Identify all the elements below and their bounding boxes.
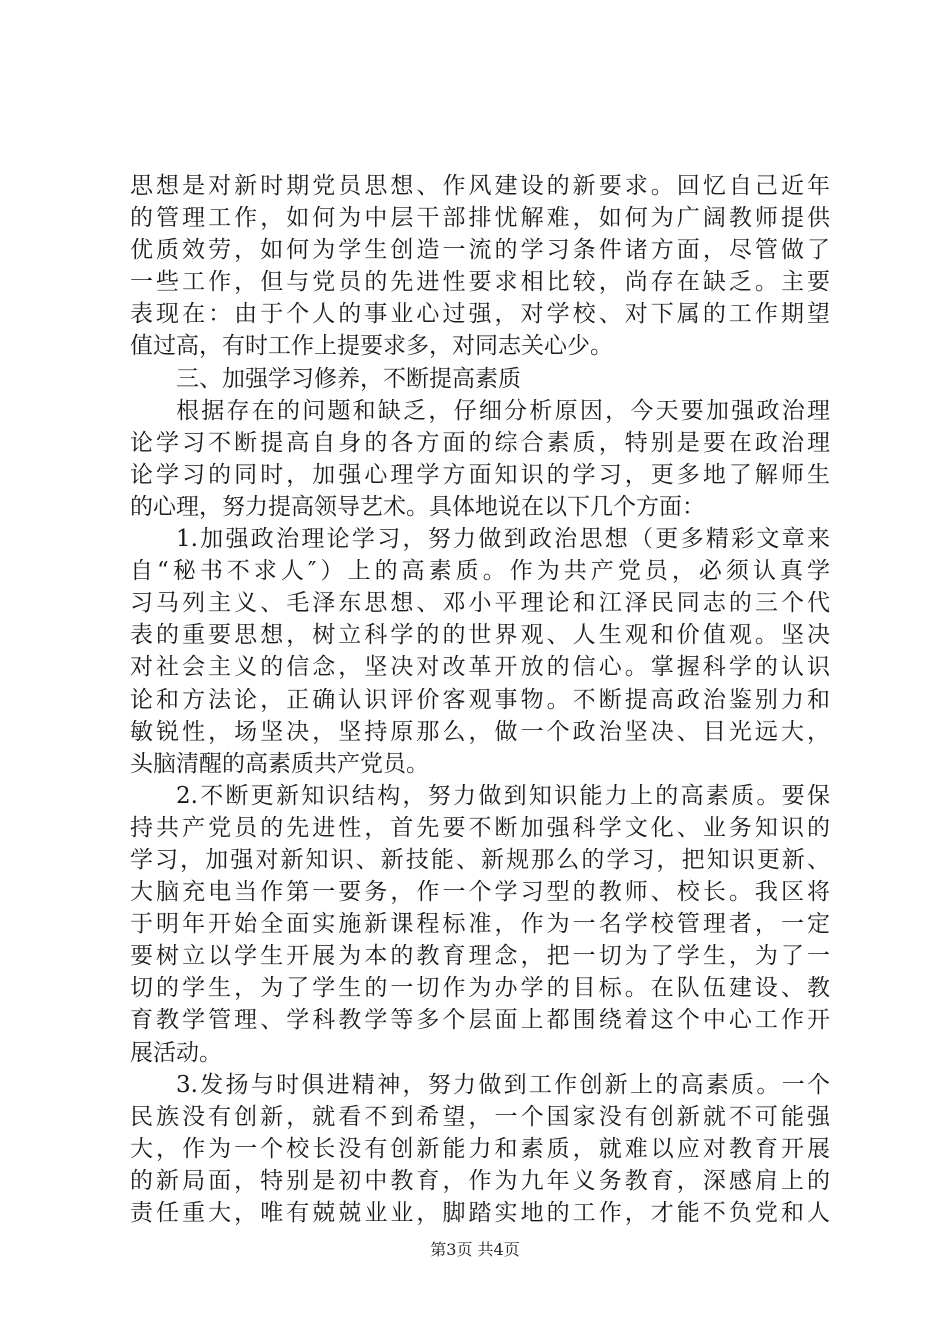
document-body	[130, 170, 830, 1229]
text-line: 持共产党员的先进性，首先要不断加强科学文化、业务知识的	[130, 814, 830, 841]
text-line: 的新局面，特别是初中教育，作为九年义务教育，深感肩上的	[130, 1167, 830, 1194]
text-line: 论学习的同时，加强心理学方面知识的学习，更多地了解师生	[130, 461, 830, 488]
text-line: 思想是对新时期党员思想、作风建设的新要求。回忆自己近年	[130, 173, 830, 199]
text-line: 育教学管理、学科教学等多个层面上都围绕着这个中心工作开	[130, 1007, 830, 1034]
text-line: 论和方法论，正确认识评价客观事物。不断提高政治鉴别力和	[130, 686, 830, 713]
text-line: 3.发扬与时俱进精神，努力做到工作创新上的高素质。一个	[176, 1071, 830, 1098]
text-line: 优质效劳，如何为学生创造一流的学习条件诸方面，尽管做了	[130, 237, 830, 264]
text-line: 表的重要思想，树立科学的的世界观、人生观和价值观。坚决	[130, 622, 830, 649]
text-line: 责任重大，唯有兢兢业业，脚踏实地的工作，才能不负党和人	[130, 1200, 830, 1226]
text-line: 值过高，有时工作上提要求多，对同志关心少。	[130, 333, 613, 360]
text-line: 2.不断更新知识结构，努力做到知识能力上的高素质。要保	[176, 782, 830, 809]
text-line: 1.加强政治理论学习，努力做到政治思想（更多精彩文章来	[176, 526, 830, 553]
text-line: 头脑清醒的高素质共产党员。	[130, 750, 429, 777]
text-line: 切的学生，为了学生的一切作为办学的目标。在队伍建设、教	[130, 975, 830, 1002]
text-line: 敏锐性，场坚决，坚持原那么，做一个政治坚决、目光远大，	[130, 718, 830, 745]
text-line: 于明年开始全面实施新课程标准，作为一名学校管理者，一定	[130, 911, 830, 938]
text-line: 自“秘书不求人″）上的高素质。作为共产党员，必须认真学	[130, 558, 830, 585]
text-line: 的心理，努力提高领导艺术。具体地说在以下几个方面：	[130, 493, 705, 520]
page-number-footer: 第3页 共4页	[430, 1240, 520, 1259]
text-line: 习马列主义、毛泽东思想、邓小平理论和江泽民同志的三个代	[130, 590, 830, 617]
text-line: 展活动。	[130, 1039, 222, 1066]
text-line: 要树立以学生开展为本的教育理念，把一切为了学生，为了一	[130, 943, 830, 970]
text-line: 论学习不断提高自身的各方面的综合素质，特别是要在政治理	[130, 429, 830, 456]
text-line: 一些工作，但与党员的先进性要求相比较，尚存在缺乏。主要	[130, 269, 830, 296]
text-line: 学习，加强对新知识、新技能、新规那么的学习，把知识更新、	[130, 846, 830, 873]
text-line: 对社会主义的信念，坚决对改革开放的信心。掌握科学的认识	[130, 654, 830, 681]
text-line: 大脑充电当作第一要务，作一个学习型的教师、校长。我区将	[130, 879, 830, 906]
text-line: 的管理工作，如何为中层干部排忧解难，如何为广阔教师提供	[130, 205, 830, 232]
text-line: 民族没有创新，就看不到希望，一个国家没有创新就不可能强	[130, 1103, 830, 1130]
text-line: 根据存在的问题和缺乏，仔细分析原因，今天要加强政治理	[176, 397, 830, 424]
text-line: 表现在：由于个人的事业心过强，对学校、对下属的工作期望	[130, 301, 830, 328]
text-line: 大，作为一个校长没有创新能力和素质，就难以应对教育开展	[130, 1135, 830, 1162]
text-line: 三、加强学习修养，不断提高素质	[176, 365, 521, 392]
